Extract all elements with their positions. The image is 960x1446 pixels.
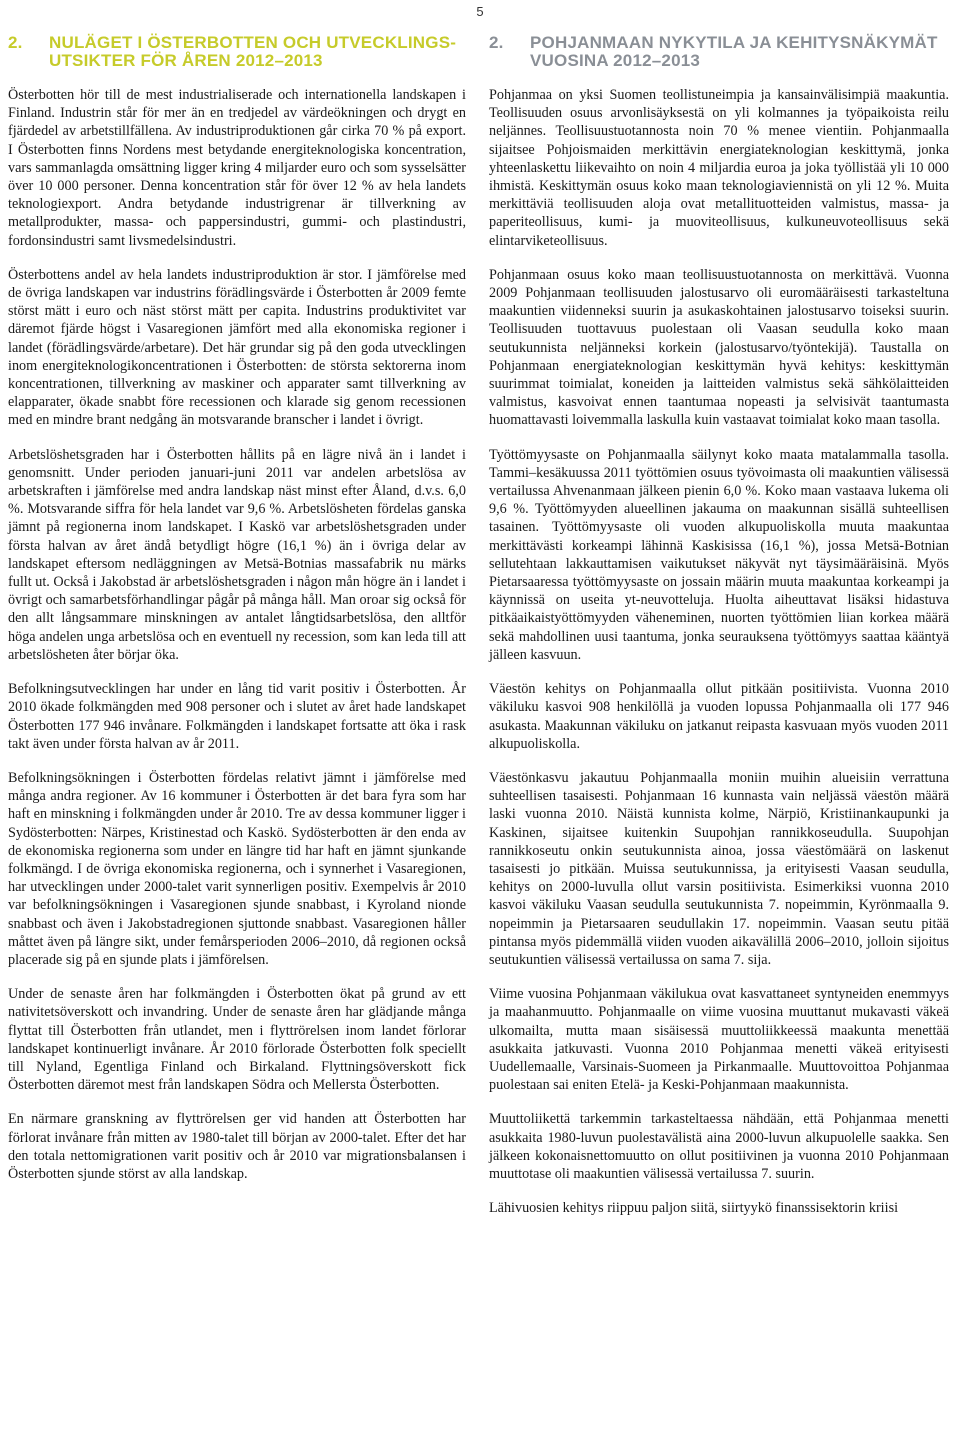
section-title: POHJANMAAN NYKYTILA JA KEHITYSNÄKYMÄT VUOSINA 2012–2013 xyxy=(530,33,938,70)
paragraph: Arbetslöshetsgraden har i Österbotten hållits på en lägre nivå än i landet i genomsnitt. Under perioden januari-juni 2011 var andelen arbetslösa av arbetskraften i jämförelse med andra landskap näst minst efter Åland, d.v.s. 6,0 %. Motsvarande siffra för hela landet var 9,6 %. Arbetslösheten fördelas ganska jämnt på regionerna inom landskapet. I Kaskö var arbetslöshetsgraden under första halvan av året ändå betydligt högre (16,1 %) än i övriga delar av landskapet eftersom nedläggningen av Metsä-Botnias massafabrik nu märks fullt ut. Också i Jakobstad är arbetslöshetsgraden i någon mån högre än i landet i övrigt och samarbetsförhandlingar pågår på många håll. Man oroar sig också för den allt långsammare minskningen av antalet långtidsarbetslösa, den alltför höga andelen unga arbetslösa och en eventuell ny recession, som kan leda till att arbetslösheten åter börjar öka. xyxy=(8,446,466,663)
paragraph: Lähivuosien kehitys riippuu paljon siitä, siirtyykö finanssisektorin kriisi xyxy=(489,1200,899,1217)
paragraph: Österbottens andel av hela landets industriproduktion är stor. I jämförelse med de övriga landskapen var industrins förädlingsvärde i Österbotten år 2009 femte störst mätt i euro och näst störst mätt per capita. Industrins produktivitet var däremot fjärde högst i Vasaregionen jämfört med alla ekonomiska regioner i landet (förädlingsvärde/arbetare). Det här grundar sig på den goda utvecklingen inom energiteknologikoncentrationen i Österbotten: de största sektorerna inom koncentrationen, tillverkning av maskiner och apparater samt tillverkning av elapparater, ökade snabbt före recessionen och klarade sig genom recessionen med en mindre brant nedgång än motsvarande branscher i landet i övrigt. xyxy=(8,266,466,429)
paragraph: Pohjanmaa on yksi Suomen teollistuneimpia ja kansainvälisimpiä maakuntia. Teollisuuden osuus arvonlisäyksestä on yli kolmannes ja työpaikoista reilu neljännes. Teollisuustuotannosta noin 70 % menee vientiin. Pohjanmaalla sijaitsee Pohjoismaiden merkittävin energiateknologian keskittymä, jonka yhteenlaskettu liikevaihto on noin 4 miljardia euroa ja joka työllistää yli 10 000 ihmistä. Keskittymän osuus koko maan teknologiaviennistä on yli 12 %. Muita merkittäviä teollisuuden aloja ovat metallituotteiden valmistus, massa- ja paperiteollisuus, kumi- ja muoviteollisuus, kulkuneuvoteollisuus sekä elintarviketeollisuus. xyxy=(489,87,949,249)
page-number: 5 xyxy=(476,4,484,19)
section-number: 2. xyxy=(489,33,504,52)
swedish-column xyxy=(8,34,466,1183)
paragraph: Under de senaste åren har folkmängden i Österbotten ökat på grund av ett nativitetsöverskott och invandring. Under de senaste åren har glädjande många flyttat till Österbotten från utlandet, men i flyttrörelsen inom landet förlorar landskapet kontinuerligt invånare. År 2010 förlorade Österbotten folk speciellt till Nyland, Egentliga Finland och Birkaland. Flyttningsöverskott fick Österbotten däremot mest från landskapen Södra och Mellersta Österbotten. xyxy=(8,986,466,1094)
paragraph: Viime vuosina Pohjanmaan väkilukua ovat kasvattaneet syntyneiden enemmyys ja maahanmuutto. Pohjanmaalle on viime vuosina muuttanut mukavasti väkeä ulkomailta, mutta maan sisäisessä muuttoliikkeessä maakunta menettää asukkaita jatkuvasti. Vuonna 2010 Pohjanmaa menetti väkeä erityisesti Uudellemaalle, Varsinais-Suomeen ja Pirkanmaalle. Muuttovoittoa Pohjanmaa puolestaan sai eniten Etelä- ja Keski-Pohjanmaan maakunnista. xyxy=(489,986,949,1094)
section-heading-finnish xyxy=(489,34,949,70)
paragraph: Työttömyysaste on Pohjanmaalla säilynyt koko maata matalammalla tasolla. Tammi–kesäkuussa 2011 työttömien osuus työvoimasta oli maakuntien välisessä vertailussa Ahvenanmaan jälkeen pienin 6,0 %. Koko maan vastaava lukema oli 9,6 %. Työttömyyden alueellinen jakauma on maakunnan sisällä suhteellisen tasainen. Työttömyysaste oli vuoden alkupuoliskolla muuta maakuntaa merkittävästi korkeampi lähinnä Kaskisissa (16,1 %), jossa Metsä-Botnian sellutehtaan lakkauttamisen vaikutukset näkyvät nyt täysimääräisinä. Myös Pietarsaaressa työttömyysaste on jossain määrin muuta maakuntaa korkeampi ja käynnissä on useita yt-neuvotteluja. Huolta aiheuttavat lisäksi hidastuva pitkäaikaistyöttömyyden väheneminen, nuorten työttömien liian korkea määrä sekä mahdollinen uusi taantuma, jonka seurauksena työttömyys saattaa kääntyä jälleen kasvuun. xyxy=(489,446,949,663)
paragraph: Väestönkasvu jakautuu Pohjanmaalla moniin muihin alueisiin verrattuna suhteellisen tasaisesti. Pohjanmaan 16 kunnasta vain neljässä väestön määrä laski vuonna 2010. Näistä kunnista kolme, Närpiö, Kristiinankaupunki ja Kaskinen, sijaitsee kuitenkin Suupohjan rannikkoseudulla. Suupohjan rannikkoseutu onkin seutukunnista ainoa, jossa väestömäärä on laskenut tasaisesti jo pitkään. Muissa seutukunnissa, ja erityisesti Vaasan seudulla, kehitys on 2000-luvulla ollut varsin positiivista. Esimerkiksi vuonna 2010 kasvoi väkiluku Vaasan seudulla seutukunnista 7. nopeimmin, Kyrönmaalla 9. nopeimmin ja Pietarsaaren seudullakin 17. nopeimmin. Vaasan seutu pitää pintansa myös pidemmällä viiden vuoden aikavälillä 2006–2010, jolloin sijoitus seutukuntien välisessä vertailussa on sama 7. sija. xyxy=(489,769,949,968)
paragraph: Muuttoliikettä tarkemmin tarkasteltaessa nähdään, että Pohjanmaa menetti asukkaita 1980-luvun puolestavälistä aina 2000-luvun alkupuolelle saakka. Sen jälkeen kokonaisnettomuutto on ollut positiivinen ja vuonna 2010 Pohjanmaan muuttotase oli maakuntien välisessä vertailussa 7. suurin. xyxy=(489,1111,949,1182)
paragraph: Pohjanmaan osuus koko maan teollisuustuotannosta on merkittävä. Vuonna 2009 Pohjanmaan teollisuuden jalostusarvo oli euromääräisesti tarkasteltuna maakuntien viidenneksi suurin ja asukaskohtainen jalostusarvo toiseksi suurin. Teollisuuden tuottavuus puolestaan oli Vaasan seudulla koko maan seutukunnista neljänneksi korkein (jalostusarvo/työntekijä). Taustalla on Pohjanmaan energiateknologian keskittymän hyvä kehitys: keskittymän suurimmat toimialat, koneiden ja laitteiden valmistus sekä sähkölaitteiden valmistus, kasvoivat ennen taantumaa nopeasti ja selvisivät taantumasta huomattavasti loivemmalla laskulla kuin vastaavat toimialat koko maan tasolla. xyxy=(489,266,949,429)
section-number: 2. xyxy=(8,33,23,52)
section-title: NULÄGET I ÖSTERBOTTEN OCH UTVECKLINGS-UTSIKTER FÖR ÅREN 2012–2013 xyxy=(49,33,457,70)
finnish-column xyxy=(489,34,949,1217)
paragraph: Österbotten hör till de mest industrialiserade och internationella landskapen i Finland. Industrin står för mer än en tredjedel av värdeökningen och drygt en fjärdedel av arbetstillfällena. Av industriproduktionen går cirka 70 % på export. I Österbotten finns Nordens mest betydande energiteknologiska koncentration, vars sammanlagda omsättning ligger kring 4 miljarder euro och som sysselsätter över 10 000 personer. Denna koncentration står för över 12 % av hela landets teknologiexport. Andra betydande industrigrenar är tillverkning av metallprodukter, massa- och pappersindustri, gummi- och plastindustri, fordonsindustri samt livsmedelsindustri. xyxy=(8,87,466,249)
paragraph: En närmare granskning av flyttrörelsen ger vid handen att Österbotten har förlorat invånare från mitten av 1980-talet till början av 2000-talet. Efter det har den totala nettomigrationen varit positiv och år 2010 var migrationsbalansen i Österbotten sjunde störst av alla landskap. xyxy=(8,1111,466,1182)
paragraph: Väestön kehitys on Pohjanmaalla ollut pitkään positiivista. Vuonna 2010 väkiluku kasvoi 908 henkilöllä ja vuoden lopussa Pohjanmaalla oli 177 946 asukasta. Maakunnan väkiluku on jatkanut reipasta kasvuaan myös vuoden 2011 alkupuoliskolla. xyxy=(489,681,949,752)
paragraph: Befolkningsutvecklingen har under en lång tid varit positiv i Österbotten. År 2010 ökade folkmängden med 908 personer och i slutet av året hade landskapet Österbotten 177 946 invånare. Folkmängden i landskapet fortsatte att öka i rask takt även under första halvan av år 2011. xyxy=(8,681,466,752)
section-heading-swedish xyxy=(8,34,466,70)
paragraph: Befolkningsökningen i Österbotten fördelas relativt jämnt i jämförelse med många andra regioner. Av 16 kommuner i Österbotten är det bara fyra som har haft en minskning i folkmängden under år 2010. Tre av dessa kommuner ligger i Sydösterbotten: Närpes, Kristinestad och Kaskö. Sydösterbotten är den enda av de ekonomiska regionerna som under en längre tid har haft en jämnt sjunkande folkmängd. I de övriga ekonomiska regionerna, och i synnerhet i Vasaregionen, har utvecklingen under 2000-talet varit synnerligen positiv. Exempelvis år 2010 var befolkningsökningen i Vasaregionen sjunde snabbast, i Kyroland nionde snabbast och även i Jakobstadregionen sjuttonde snabbast. Vasaregionen håller måttet även på längre sikt, under femårsperioden 2006–2010, då regionen också placerade sig på en sjunde plats i jämförelsen. xyxy=(8,769,466,968)
